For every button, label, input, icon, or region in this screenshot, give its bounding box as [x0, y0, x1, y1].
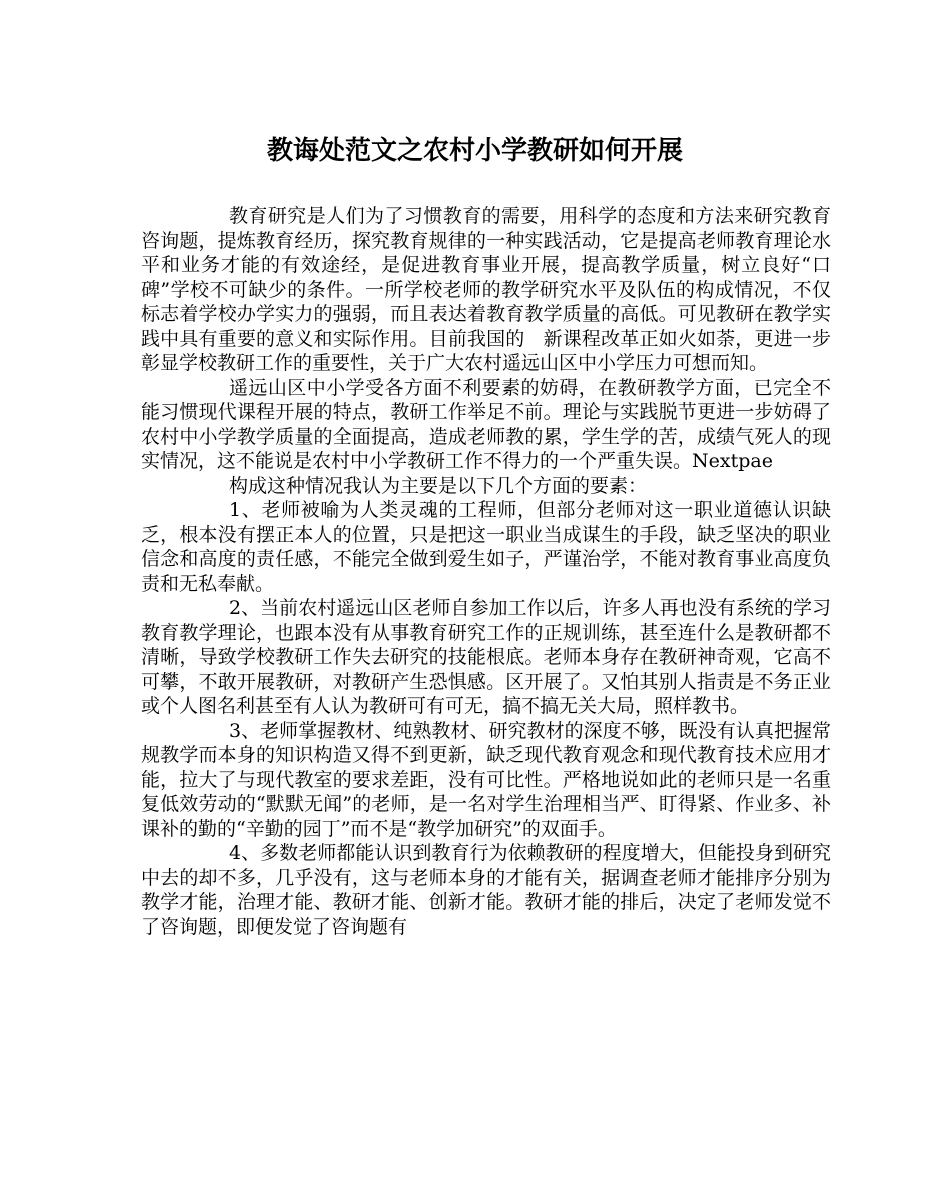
paragraph-cause-3: 3、老师掌握教材、纯熟教材、研究教材的深度不够，既没有认真把握常规教学而本身的知识构造又得不到更新，缺乏现代教育观念和现代教育技术应用才能，拉大了与现代教室的要求差距，没有可比性。严格地说如此的老师只是一名重复低效劳动的“默默无闻”的老师，是一名对学生治理相当严、盯得紧、作业多、补课补的勤的“辛勤的园丁”而不是“教学加研究”的双面手。	[141, 719, 831, 840]
document-title: 教诲处范文之农村小学教研如何开展	[266, 136, 683, 166]
paragraph-causes-intro: 构成这种情况我认为主要是以下几个方面的要素：	[229, 474, 648, 497]
document-body	[141, 204, 831, 939]
paragraph-cause-4: 4、多数老师都能认识到教育行为依赖教研的程度增大，但能投身到研究中去的却不多，几乎没有，这与老师本身的才能有关，据调查老师才能排序分别为教学才能，治理才能、教研才能、创新才能。教研才能的排后，决定了老师发觉不了咨询题，即便发觉了咨询题有	[141, 842, 831, 938]
paragraph-intro: 教育研究是人们为了习惯教育的需要，用科学的态度和方法来研究教育咨询题，提炼教育经历，探究教育规律的一种实践活动，它是提高老师教育理论水平和业务才能的有效途经，是促进教育事业开展，提高教学质量，树立良好“口碑”学校不可缺少的条件。一所学校老师的教学研究水平及队伍的构成情况，不仅标志着学校办学实力的强弱，而且表达着教育教学质量的高低。可见教研在教学实践中具有重要的意义和实际作用。目前我国的 新课程改革正如火如荼，更进一步彰显学校教研工作的重要性，关于广大农村遥远山区中小学压力可想而知。	[141, 205, 831, 374]
paragraph-problem: 遥远山区中小学受各方面不利要素的妨碍，在教研教学方面，已完全不能习惯现代课程开展的特点，教研工作举足不前。理论与实践脱节更进一步妨碍了农村中小学教学质量的全面提高，造成老师教的累，学生学的苦，成绩气死人的现实情况，这不能说是农村中小学教研工作不得力的一个严重失误。Nextpae	[141, 376, 831, 472]
paragraph-cause-2: 2、当前农村遥远山区老师自参加工作以后，许多人再也没有系统的学习教育教学理论，也跟本没有从事教育研究工作的正规训练，甚至连什么是教研都不清晰，导致学校教研工作失去研究的技能根底。老师本身存在教研神奇观，它高不可攀，不敢开展教研，对教研产生恐惧感。区开展了。又怕其别人指责是不务正业或个人图名利甚至有人认为教研可有可无，搞不搞无关大局，照样教书。	[141, 597, 831, 717]
paragraph-cause-1: 1、老师被喻为人类灵魂的工程师，但部分老师对这一职业道德认识缺乏，根本没有摆正本人的位置，只是把这一职业当成谋生的手段，缺乏坚决的职业信念和高度的责任感，不能完全做到爱生如子，严谨治学，不能对教育事业高度负责和无私奉献。	[141, 499, 831, 595]
